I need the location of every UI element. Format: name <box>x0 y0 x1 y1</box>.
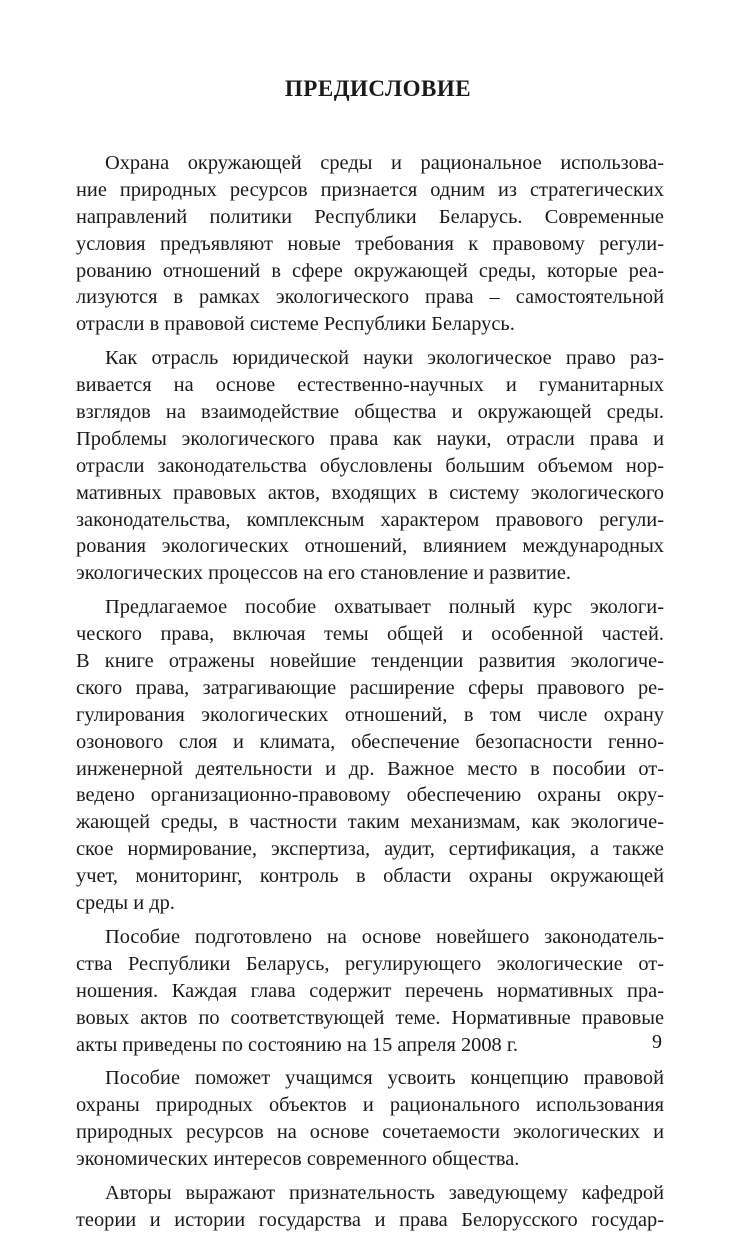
text-line: ние природных ресурсов признается одним из стратегических <box>76 178 664 201</box>
text-line: Как отрасль юридической науки экологическое право раз- <box>105 347 664 370</box>
text-line: рованию отношений в сфере окружающей среды, которые реа- <box>76 259 664 282</box>
text-line: учет, мониторинг, контроль в области охраны окружающей <box>76 865 664 888</box>
text-line: вовых актов по соответствующей теме. Нормативные правовые <box>76 1006 664 1029</box>
paragraph-gap <box>76 587 664 594</box>
text-line: отрасли в правовой системе Республики Беларусь. <box>76 313 515 336</box>
text-line: Авторы выражают признательность заведующему кафедрой <box>105 1181 664 1204</box>
text-line: среды и др. <box>76 892 175 915</box>
text-line: Пособие подготовлено на основе новейшего законодатель- <box>105 925 664 948</box>
text-line: ское нормирование, экспертиза, аудит, сертификация, а также <box>76 838 664 861</box>
text-line: теории и истории государства и права Белорусского государ- <box>76 1208 664 1231</box>
text-line: Проблемы экологического права как науки, отрасли права и <box>76 427 664 450</box>
text-line: Охрана окружающей среды и рациональное использова- <box>105 152 664 174</box>
body-text <box>76 150 664 1234</box>
text-line: В книге отражены новейшие тенденции развития экологиче- <box>76 650 664 673</box>
paragraph <box>76 1180 664 1234</box>
text-line: лизуются в рамках экологического права – самостоятельной <box>76 286 664 309</box>
paragraph <box>76 345 664 587</box>
text-line: взглядов на взаимодействие общества и окружающей среды. <box>76 401 664 424</box>
text-line: акты приведены по состоянию на 15 апреля 2008 г. <box>76 1033 519 1056</box>
text-line: охраны природных объектов и рационального использования <box>76 1094 664 1117</box>
text-line: Пособие поможет учащимся усвоить концепцию правовой <box>105 1067 664 1090</box>
paragraph-gap <box>76 1173 664 1180</box>
text-line: экологических процессов на его становление и развитие. <box>76 562 571 585</box>
text-line: ства Республики Беларусь, регулирующего экологические от- <box>76 952 664 975</box>
paragraph <box>76 924 664 1058</box>
text-line: Предлагаемое пособие охватывает полный курс экологи- <box>105 596 664 619</box>
text-line: ношения. Каждая глава содержит перечень нормативных пра- <box>76 979 664 1002</box>
text-line: ведено организационно-правовому обеспечению охраны окру- <box>76 784 664 807</box>
paragraph-gap <box>76 338 664 345</box>
text-line: природных ресурсов на основе сочетаемости экологических и <box>76 1121 664 1144</box>
page-title: ПРЕДИСЛОВИЕ <box>284 76 472 101</box>
page-number: 9 <box>652 1031 662 1053</box>
text-line: мативных правовых актов, входящих в систему экологического <box>76 481 664 504</box>
paragraph-gap <box>76 917 664 924</box>
text-line: законодательства, комплексным характером правового регули- <box>76 508 664 531</box>
text-line: вивается на основе естественно-научных и гуманитарных <box>76 374 664 397</box>
text-line: ского права, затрагивающие расширение сферы правового ре- <box>76 676 664 699</box>
text-line: рования экологических отношений, влиянием международных <box>76 535 664 558</box>
paragraph <box>76 150 664 338</box>
text-line: инженерной деятельности и др. Важное место в пособии от- <box>76 757 664 780</box>
paragraph <box>76 594 664 917</box>
paragraph <box>76 1065 664 1173</box>
text-line: жающей среды, в частности таким механизмам, как экологиче- <box>76 811 664 834</box>
text-line: условия предъявляют новые требования к правовому регули- <box>76 232 664 255</box>
text-line: отрасли законодательства обусловлены большим объемом нор- <box>76 454 664 477</box>
paragraph-gap <box>76 1058 664 1065</box>
text-line: озонового слоя и климата, обеспечение безопасности генно- <box>76 730 664 753</box>
text-line: гулирования экологических отношений, в том числе охрану <box>76 703 664 726</box>
text-line: экономических интересов современного общества. <box>76 1148 520 1171</box>
text-line: ческого права, включая темы общей и особенной частей. <box>76 623 664 646</box>
text-line: направлений политики Республики Беларусь. Современные <box>76 205 664 228</box>
